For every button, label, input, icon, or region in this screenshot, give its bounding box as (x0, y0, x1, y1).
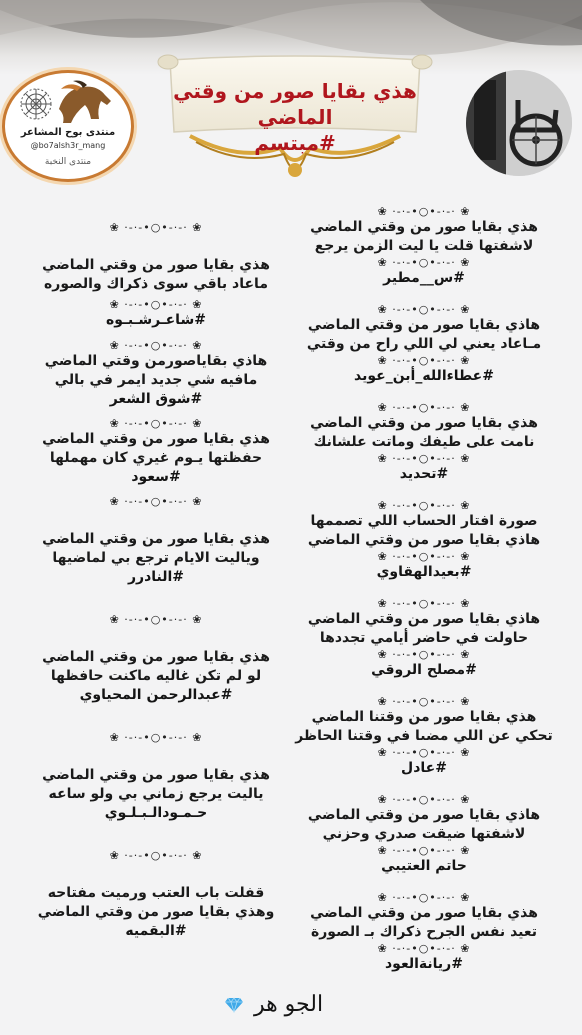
author-tag: #عبدالرحمن المحياوي (79, 687, 233, 703)
horse-icon (51, 79, 117, 127)
ornament-divider: ❀ ·-·-•○•-·-· ❀ (377, 452, 471, 465)
verse-line: وهذي بقايا صور من وقتي الماضي (37, 904, 275, 920)
ornament-divider: ❀ ·-·-•○•-·-· ❀ (377, 942, 471, 955)
author-tag: #تحديد (399, 466, 449, 482)
ornament-divider: ❀ ·-·-•○•-·-· ❀ (377, 205, 471, 218)
author-tag: حاتم العتيبي (381, 858, 467, 874)
verse-line: ياليت يرجع زماني بي ولو ساعه (48, 786, 264, 802)
title-hashtag: #مبتسم (254, 131, 336, 155)
ornament-divider: ❀ ·-·-•○•-·-· ❀ (109, 417, 203, 430)
ornament-divider: ❀ ·-·-•○•-·-· ❀ (377, 354, 471, 367)
verse-line: ماعاد باقي سوى ذكراك والصوره (44, 276, 268, 292)
verse-line: هاذي بقايا صور من وقتي الماضي (307, 807, 541, 823)
verse-line: هذي بقايا صور من وقتي الماضي (42, 767, 270, 783)
author-tag: #مصلح الروقي (371, 662, 477, 678)
forum-logo (2, 70, 134, 182)
ornament-divider: ❀ ·-·-•○•-·-· ❀ (377, 695, 471, 708)
ornament-divider: ❀ ·-·-•○•-·-· ❀ (109, 298, 203, 311)
title-scroll (150, 52, 440, 192)
ornament-divider: ❀ ·-·-•○•-·-· ❀ (377, 256, 471, 269)
ornament-divider: ❀ ·-·-•○•-·-· ❀ (109, 613, 203, 626)
verse-line: صورة افتار الحساب اللي تصممها (310, 513, 538, 529)
author-tag: #عطاءالله_أبن_عويد (354, 368, 494, 384)
diamond-icon (225, 997, 243, 1013)
verse-line: نامت على طيفك وماتت علشانك (313, 434, 535, 450)
ornament-divider: ❀ ·-·-•○•-·-· ❀ (377, 499, 471, 512)
header-photo (466, 70, 572, 176)
logo-subtitle: منتدى النخبة (44, 157, 92, 167)
author-tag: #النادرر (127, 569, 185, 585)
ornament-divider: ❀ ·-·-•○•-·-· ❀ (377, 648, 471, 661)
author-tag: حـمـودالـبـلـوي (104, 805, 208, 821)
author-tag: #سعود (131, 469, 181, 485)
ornament-divider: ❀ ·-·-•○•-·-· ❀ (377, 793, 471, 806)
ornament-divider: ❀ ·-·-•○•-·-· ❀ (377, 844, 471, 857)
logo-name: منتدى بوح المشاعر (20, 127, 116, 138)
ornament-divider: ❀ ·-·-•○•-·-· ❀ (109, 339, 203, 352)
footer-signature (214, 992, 334, 1017)
verse-line: تحكي عن اللي مضىا في وقتنا الحاظر (295, 728, 553, 744)
author-tag: #عادل (401, 760, 447, 776)
verse-line: لاشفتها ضيقت صدري وحزني (322, 826, 526, 842)
page-title: هذي بقايا صور من وقتي الماضي (173, 79, 417, 129)
signature-text: الجو هر (253, 992, 324, 1017)
verse-line: هذي بقايا صور من وقتي الماضي (42, 649, 270, 665)
verse-line: حاولت في حاضر أيامي تجددها (319, 630, 529, 646)
verse-line: هاذي بقايا صور من وقتي الماضي (307, 317, 541, 333)
verse-line: مافيه شي جديد ايمر في بالي (54, 372, 258, 388)
verse-line: لاشفتها قلت يا ليت الزمن يرجع (314, 238, 534, 254)
ornament-divider: ❀ ·-·-•○•-·-· ❀ (109, 849, 203, 862)
verse-line: هذي بقايا صور من وقتي الماضي (310, 415, 538, 431)
logo-handle: @bo7alsh3r_mang (30, 141, 106, 150)
author-tag: #شاعـرشـبـوه (106, 312, 206, 328)
ornament-divider: ❀ ·-·-•○•-·-· ❀ (377, 891, 471, 904)
ornament-divider: ❀ ·-·-•○•-·-· ❀ (377, 746, 471, 759)
verse-line: قفلت باب العتب ورميت مفتاحه (47, 885, 265, 901)
ornament-divider: ❀ ·-·-•○•-·-· ❀ (109, 495, 203, 508)
verse-line: مـاعاد يعني لي اللي راح من وقتي (306, 336, 542, 352)
ornament-divider: ❀ ·-·-•○•-·-· ❀ (377, 401, 471, 414)
verse-line: هذي بقايا صور من وقتي الماضي (42, 257, 270, 273)
ornament-divider: ❀ ·-·-•○•-·-· ❀ (109, 221, 203, 234)
verse-line: هذي بقايا صور من وقتي الماضي (310, 905, 538, 921)
ornament-divider: ❀ ·-·-•○•-·-· ❀ (377, 303, 471, 316)
verse-line: هاذي بقايا صور من وقتي الماضي (307, 532, 541, 548)
verse-line: هاذي بقايا صور من وقتي الماضي (307, 611, 541, 627)
verse-line: هذي بقايا صور من وقتي الماضي (42, 531, 270, 547)
verse-line: حفظتها يـوم غيري كان مهملها (49, 450, 263, 466)
verse-line: تعيد نفس الجرح ذكراك بـ الصورة (310, 924, 538, 940)
verse-line: هذي بقايا صور من وقتنا الماضي (311, 709, 537, 725)
author-tag: #س__مطير (383, 270, 465, 286)
verse-line: هذي بقايا صور من وقتي الماضي (42, 431, 270, 447)
mandala-icon (19, 87, 53, 121)
ornament-divider: ❀ ·-·-•○•-·-· ❀ (109, 731, 203, 744)
verse-line: وياليت الايام ترجع بي لماضيها (52, 550, 260, 566)
author-tag: #البقميه (125, 923, 187, 939)
author-tag: #ريانةالعود (385, 956, 463, 972)
author-tag: #شوق الشعر (109, 391, 203, 407)
ornament-divider: ❀ ·-·-•○•-·-· ❀ (377, 550, 471, 563)
verse-line: هذي بقايا صور من وقتي الماضي (310, 219, 538, 235)
verse-line: لو لم تكن غاليه ماكنت حافظها (50, 668, 262, 684)
verse-line: هاذي بقاياصورمن وقتي الماضي (44, 353, 268, 369)
author-tag: #بعيدالهقاوي (376, 564, 472, 580)
ornament-divider: ❀ ·-·-•○•-·-· ❀ (377, 597, 471, 610)
